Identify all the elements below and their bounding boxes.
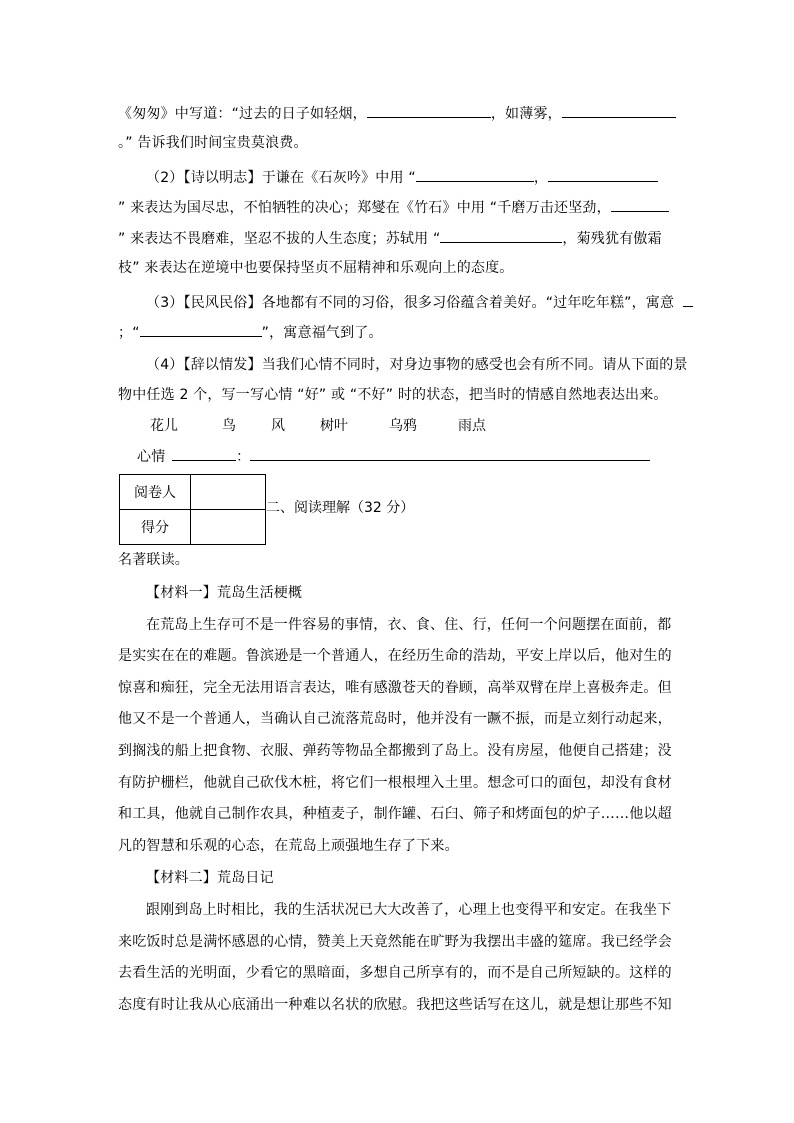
material2-line: 态度有时让我从心底涌出一种难以名状的欣慰。我把这些话写在这儿，就是想让那些不知 bbox=[118, 997, 672, 1013]
mood-blank[interactable] bbox=[172, 446, 236, 461]
score-cell[interactable] bbox=[191, 510, 266, 545]
q3-text-c: ”，寓意福气到了。 bbox=[261, 325, 383, 341]
scene-word: 花儿 bbox=[150, 418, 178, 434]
section-intro: 名著联读。 bbox=[118, 552, 189, 568]
answer-blank[interactable] bbox=[367, 103, 491, 118]
material2-line: 去看生活的光明面，少看它的黑暗面，多想自己所享有的，而不是自己所短缺的。这样的 bbox=[118, 965, 672, 981]
material2-line: 来吃饭时总是满怀感恩的心情，赞美上天竟然能在旷野为我摆出丰盛的筵席。我已经学会 bbox=[118, 934, 672, 950]
q1-line-2: 。” 告诉我们时间宝贵莫浪费。 bbox=[118, 135, 308, 151]
q2-text-c: ” 来表达为国尽忠，不怕牺牲的决心；郑燮在《竹石》中用 “千磨万击还坚劲， bbox=[118, 200, 611, 216]
q3-line-2 bbox=[118, 322, 678, 342]
q1-text-a: 《匆匆》中写道：“过去的日子如轻烟， bbox=[118, 106, 367, 122]
reviewer-cell[interactable] bbox=[191, 475, 266, 510]
q3-text-b: ；“ bbox=[118, 325, 140, 341]
material1-heading: 【材料一】荒岛生活梗概 bbox=[146, 585, 303, 601]
q2-text-d: ” 来表达不畏磨难，坚忍不拔的人生态度；苏轼用 “ bbox=[118, 231, 441, 247]
material1-line: 是实实在在的难题。鲁滨逊是一个普通人，在经历生命的浩劫，平安上岸以后，他对生的 bbox=[118, 648, 672, 664]
q4-line-2: 物中任选 2 个，写一写心情 “好” 或 “不好” 时的状态，把当时的情感自然地表达出来。 bbox=[118, 387, 668, 403]
section-title: 二、阅读理解（32 分） bbox=[266, 500, 415, 516]
answer-blank[interactable] bbox=[416, 167, 534, 182]
material1-line: 和工具，他就自己制作农具，种植麦子，制作罐、石臼、筛子和烤面包的炉子……他以超 bbox=[118, 806, 672, 822]
q2-text-e: ，菊残犹有傲霜 bbox=[562, 231, 662, 247]
q3-line-1 bbox=[146, 292, 678, 312]
answer-blank[interactable] bbox=[611, 197, 669, 212]
material1-line: 在荒岛上生存可不是一件容易的事情，衣、食、住、行，任何一个问题摆在面前，都 bbox=[146, 617, 672, 633]
q2-text-a: （2）【诗以明志】于谦在《石灰吟》中用 “ bbox=[146, 170, 416, 186]
answer-blank[interactable] bbox=[548, 167, 658, 182]
answer-blank[interactable] bbox=[440, 228, 562, 243]
answer-blank[interactable] bbox=[562, 103, 676, 118]
material1-line: 到搁浅的船上把食物、衣服、弹药等物品全都搬到了岛上。没有房屋，他便自己搭建；没 bbox=[118, 743, 672, 759]
q3-text-a: （3）【民风民俗】各地都有不同的习俗，很多习俗蕴含着美好。“过年吃年糕”，寓意 bbox=[146, 295, 675, 311]
material1-line: 凡的智慧和乐观的心态，在荒岛上顽强地生存了下来。 bbox=[118, 838, 459, 854]
q4-line-1: （4）【辞以情发】当我们心情不同时，对身边事物的感受也会有所不同。请从下面的景 bbox=[146, 357, 688, 373]
q2-line-1 bbox=[146, 167, 678, 187]
mood-description-blank[interactable] bbox=[250, 446, 650, 461]
q2-line-3 bbox=[118, 228, 678, 248]
reviewer-label: 阅卷人 bbox=[120, 475, 191, 510]
q2-line-4: 枝” 来表达在逆境中也要保持坚贞不屈精神和乐观向上的态度。 bbox=[118, 260, 514, 276]
mood-label: 心情 bbox=[137, 449, 166, 465]
material1-line: 有防护栅栏，他就自己砍伐木桩，将它们一根根埋入土里。想念可口的面包，却没有食材 bbox=[118, 775, 672, 791]
answer-blank[interactable] bbox=[140, 322, 262, 337]
q1-line-1 bbox=[118, 103, 678, 123]
mood-colon: ： bbox=[236, 449, 251, 465]
score-label: 得分 bbox=[120, 510, 191, 545]
material1-line: 惊喜和痴狂，完全无法用语言表达，唯有感激苍天的眷顾，高举双臂在岸上喜极奔走。但 bbox=[118, 680, 672, 696]
q2-line-2 bbox=[118, 197, 678, 217]
scene-word: 乌鸦 bbox=[389, 418, 417, 434]
q1-text-b: ，如薄雾， bbox=[490, 106, 562, 122]
scene-word: 树叶 bbox=[320, 418, 348, 434]
scene-word: 风 bbox=[271, 418, 285, 434]
q2-text-b: ， bbox=[533, 170, 549, 186]
answer-blank[interactable] bbox=[683, 292, 693, 307]
scene-word: 鸟 bbox=[222, 418, 236, 434]
material1-line: 他又不是一个普通人，当确认自己流落荒岛时，他并没有一蹶不振，而是立刻行动起来， bbox=[118, 711, 672, 727]
score-table bbox=[119, 474, 266, 545]
material2-heading: 【材料二】荒岛日记 bbox=[146, 870, 274, 886]
scene-word: 雨点 bbox=[458, 418, 486, 434]
mood-answer-line bbox=[137, 446, 677, 466]
material2-line: 跟刚到岛上时相比，我的生活状况已大大改善了，心理上也变得平和安定。在我坐下 bbox=[146, 902, 672, 918]
